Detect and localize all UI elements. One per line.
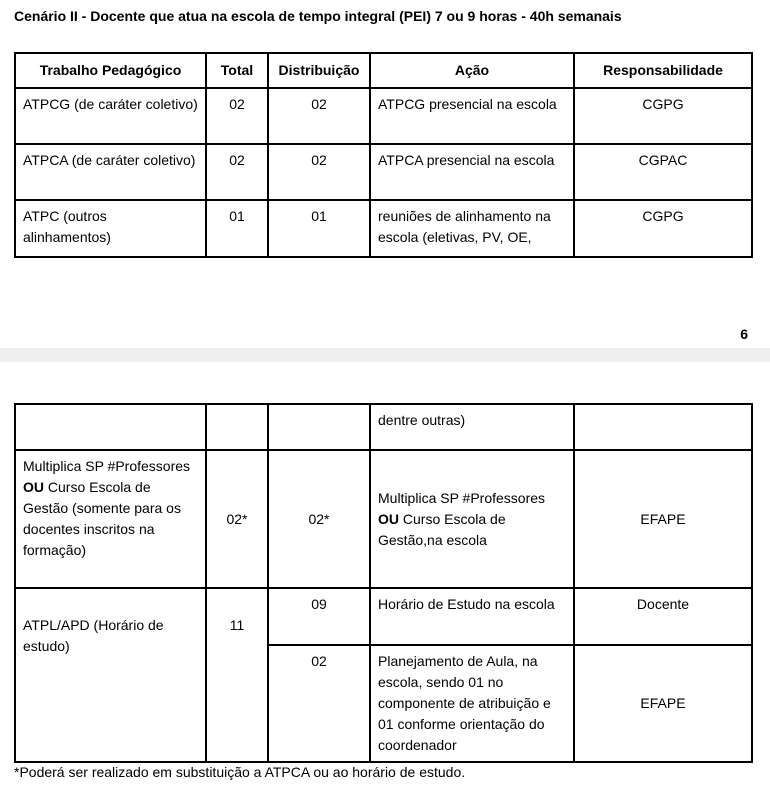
cell-responsabilidade: CGPG (574, 88, 752, 144)
cell-trabalho (15, 404, 206, 450)
cell-trabalho: ATPCA (de caráter coletivo) (15, 144, 206, 200)
cell-trabalho: ATPL/APD (Horário de estudo) (15, 588, 206, 762)
cell-total: 02* (206, 450, 268, 588)
header-trabalho: Trabalho Pedagógico (15, 53, 206, 88)
cell-distribuicao: 02 (268, 144, 370, 200)
table-row (15, 144, 752, 200)
schedule-table-part2 (14, 403, 753, 763)
cell-trabalho (15, 450, 206, 588)
page-break-gap (0, 348, 770, 362)
section-heading: Cenário II - Docente que atua na escola de tempo integral (PEI) 7 ou 9 horas - 40h semanais (14, 8, 622, 24)
table-row (15, 450, 752, 588)
cell-total: 02 (206, 144, 268, 200)
cell-trabalho: ATPCG (de caráter coletivo) (15, 88, 206, 144)
cell-acao: Horário de Estudo na escola (370, 588, 574, 645)
text-ou-acao: OU (378, 510, 399, 527)
cell-responsabilidade: Docente (574, 588, 752, 645)
page-number: 6 (740, 326, 748, 342)
table-row (15, 404, 752, 450)
schedule-table-part1 (14, 52, 753, 258)
cell-acao: dentre outras) (370, 404, 574, 450)
cell-total: 01 (206, 200, 268, 257)
table-row (15, 200, 752, 257)
footnote: *Poderá ser realizado em substituição a ATPCA ou ao horário de estudo. (14, 764, 466, 780)
cell-distribuicao: 02* (268, 450, 370, 588)
cell-responsabilidade: EFAPE (574, 645, 752, 762)
cell-responsabilidade (574, 404, 752, 450)
text-curso-acao: Curso Escola de Gestão,na escola (378, 510, 506, 548)
cell-acao (370, 450, 574, 588)
cell-acao: reuniões de alinhamento na escola (eletivas, PV, OE, (370, 200, 574, 257)
cell-acao: Planejamento de Aula, na escola, sendo 01 no componente de atribuição e 01 conforme orientação do coordenador (370, 645, 574, 762)
cell-total: 11 (206, 588, 268, 762)
header-total: Total (206, 53, 268, 88)
cell-acao: ATPCG presencial na escola (370, 88, 574, 144)
cell-responsabilidade: CGPG (574, 200, 752, 257)
text-curso: Curso Escola de Gestão (somente para os docentes inscritos na formação) (23, 479, 181, 558)
text-multiplica: Multiplica SP #Professores (23, 458, 191, 474)
text-ou: OU (23, 479, 44, 495)
cell-total (206, 404, 268, 450)
table-row (15, 88, 752, 144)
cell-distribuicao: 01 (268, 200, 370, 257)
table-header-row (15, 53, 752, 88)
text-multiplica-acao: Multiplica SP #Professores (378, 489, 546, 506)
header-distribuicao: Distribuição (268, 53, 370, 88)
header-acao: Ação (370, 53, 574, 88)
cell-total: 02 (206, 88, 268, 144)
cell-trabalho: ATPC (outros alinhamentos) (15, 200, 206, 257)
cell-distribuicao: 09 (268, 588, 370, 645)
cell-responsabilidade: CGPAC (574, 144, 752, 200)
header-responsabilidade: Responsabilidade (574, 53, 752, 88)
cell-distribuicao: 02 (268, 645, 370, 762)
cell-distribuicao (268, 404, 370, 450)
table-row (15, 588, 752, 645)
cell-distribuicao: 02 (268, 88, 370, 144)
cell-acao: ATPCA presencial na escola (370, 144, 574, 200)
cell-responsabilidade: EFAPE (574, 450, 752, 588)
